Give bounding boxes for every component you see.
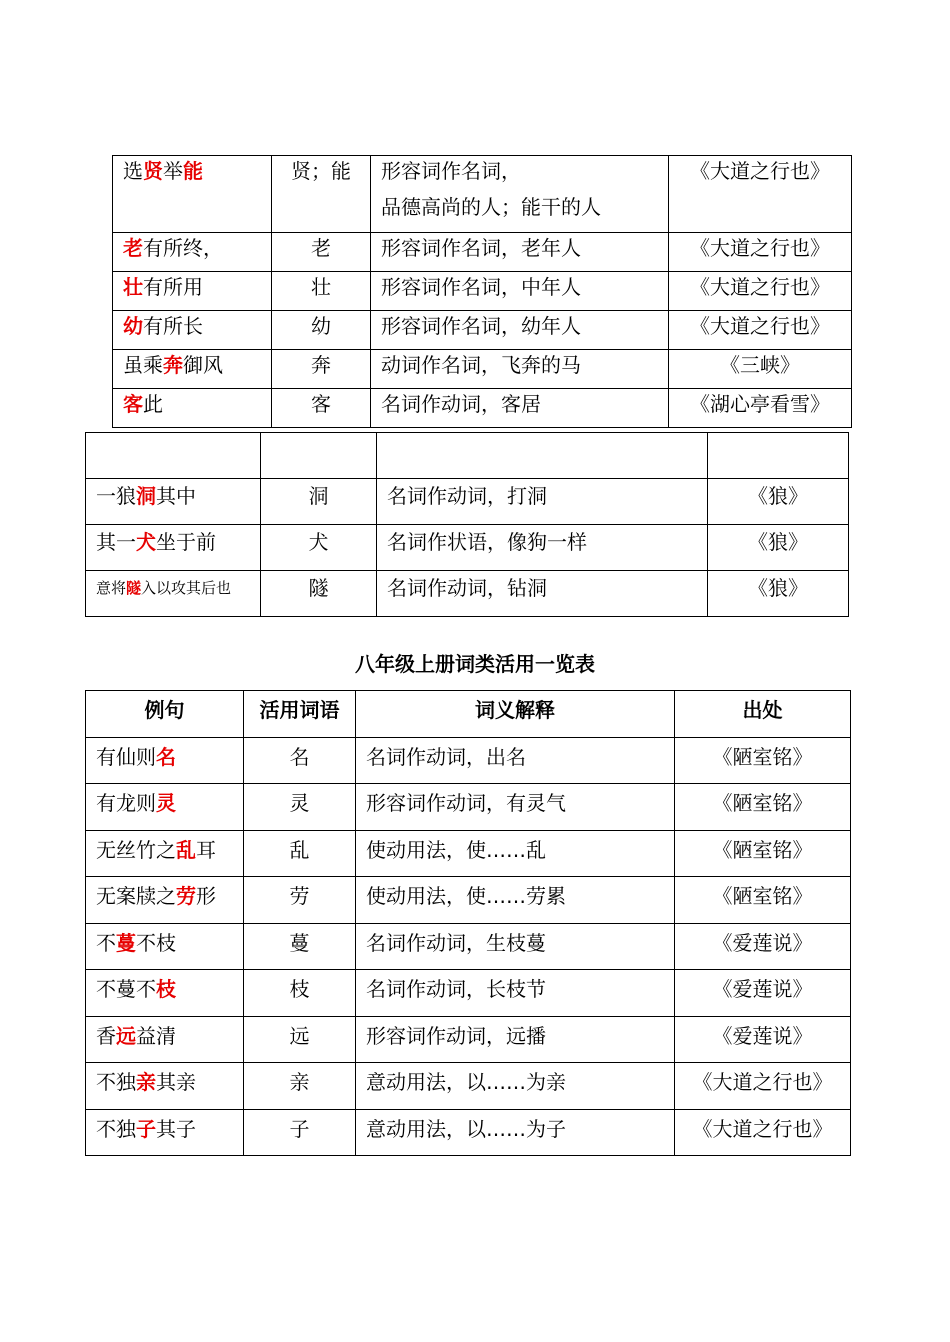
table-row (86, 923, 851, 970)
source-cell: 《陋室铭》 (675, 830, 851, 877)
table-row (86, 830, 851, 877)
source-cell: 《大道之行也》 (675, 1063, 851, 1110)
source-cell: 《三峡》 (669, 350, 852, 389)
example-cell: 选贤举能 (113, 156, 272, 233)
meaning-cell: 名词作动词，出名 (356, 737, 675, 784)
table-row (113, 272, 852, 311)
source-cell (708, 433, 849, 479)
word-cell: 幼 (272, 311, 371, 350)
example-cell: 意将隧入以攻其后也 (86, 571, 261, 617)
example-cell: 老有所终， (113, 233, 272, 272)
meaning-cell (377, 433, 708, 479)
example-cell: 不蔓不枝 (86, 970, 244, 1017)
meaning-cell: 形容词作动词，有灵气 (356, 784, 675, 831)
example-cell (86, 433, 261, 479)
example-cell: 无丝竹之乱耳 (86, 830, 244, 877)
example-cell: 其一犬坐于前 (86, 525, 261, 571)
table-row (86, 877, 851, 924)
meaning-cell: 名词作动词，生枝蔓 (356, 923, 675, 970)
word-cell: 客 (272, 389, 371, 428)
source-cell: 《爱莲说》 (675, 923, 851, 970)
table-wolf (85, 432, 849, 617)
meaning-cell: 动词作名词，飞奔的马 (371, 350, 669, 389)
meaning-cell: 名词作动词，钻洞 (377, 571, 708, 617)
word-cell: 洞 (261, 479, 377, 525)
source-cell: 《大道之行也》 (669, 233, 852, 272)
source-cell: 《狼》 (708, 525, 849, 571)
word-cell: 灵 (244, 784, 356, 831)
word-cell: 子 (244, 1109, 356, 1156)
source-cell: 《爱莲说》 (675, 1016, 851, 1063)
word-cell: 亲 (244, 1063, 356, 1110)
table-row (86, 784, 851, 831)
header-word: 活用词语 (244, 691, 356, 738)
header-example: 例句 (86, 691, 244, 738)
table-row (86, 571, 849, 617)
word-cell: 壮 (272, 272, 371, 311)
meaning-cell: 形容词作名词，中年人 (371, 272, 669, 311)
word-cell: 隧 (261, 571, 377, 617)
example-cell: 有仙则名 (86, 737, 244, 784)
source-cell: 《陋室铭》 (675, 784, 851, 831)
table-row (86, 970, 851, 1017)
meaning-cell: 名词作状语，像狗一样 (377, 525, 708, 571)
source-cell: 《狼》 (708, 479, 849, 525)
example-cell: 香远益清 (86, 1016, 244, 1063)
source-cell: 《大道之行也》 (675, 1109, 851, 1156)
word-cell: 乱 (244, 830, 356, 877)
example-cell: 一狼洞其中 (86, 479, 261, 525)
meaning-cell: 形容词作名词， 品德高尚的人；能干的人 (371, 156, 669, 233)
table-header-row (86, 691, 851, 738)
table-row (113, 350, 852, 389)
meaning-cell: 意动用法，以……为子 (356, 1109, 675, 1156)
meaning-cell: 名词作动词，打洞 (377, 479, 708, 525)
source-cell: 《陋室铭》 (675, 877, 851, 924)
table-row (86, 737, 851, 784)
example-cell: 不蔓不枝 (86, 923, 244, 970)
source-cell: 《大道之行也》 (669, 156, 852, 233)
meaning-cell: 形容词作动词，远播 (356, 1016, 675, 1063)
meaning-cell: 意动用法，以……为亲 (356, 1063, 675, 1110)
source-cell: 《大道之行也》 (669, 272, 852, 311)
table-row (113, 389, 852, 428)
meaning-cell: 名词作动词，长枝节 (356, 970, 675, 1017)
example-cell: 幼有所长 (113, 311, 272, 350)
word-cell: 老 (272, 233, 371, 272)
word-cell: 名 (244, 737, 356, 784)
meaning-cell: 使动用法，使……乱 (356, 830, 675, 877)
word-cell: 奔 (272, 350, 371, 389)
word-cell: 犬 (261, 525, 377, 571)
word-cell: 贤；能 (272, 156, 371, 233)
example-cell: 虽乘奔御风 (113, 350, 272, 389)
table-row (86, 479, 849, 525)
source-cell: 《狼》 (708, 571, 849, 617)
table-row (86, 525, 849, 571)
word-cell: 远 (244, 1016, 356, 1063)
table-row (86, 1109, 851, 1156)
word-cell: 蔓 (244, 923, 356, 970)
source-cell: 《爱莲说》 (675, 970, 851, 1017)
example-cell: 无案牍之劳形 (86, 877, 244, 924)
table-row (86, 1063, 851, 1110)
table-row (86, 1016, 851, 1063)
table-grade8 (85, 690, 851, 1156)
word-cell: 劳 (244, 877, 356, 924)
example-cell: 壮有所用 (113, 272, 272, 311)
example-cell: 有龙则灵 (86, 784, 244, 831)
table-row (113, 233, 852, 272)
meaning-cell: 名词作动词，客居 (371, 389, 669, 428)
example-cell: 客此 (113, 389, 272, 428)
example-cell: 不独子其子 (86, 1109, 244, 1156)
header-source: 出处 (675, 691, 851, 738)
header-meaning: 词义解释 (356, 691, 675, 738)
table-title: 八年级上册词类活用一览表 (355, 652, 595, 676)
example-cell: 不独亲其亲 (86, 1063, 244, 1110)
meaning-cell: 形容词作名词，老年人 (371, 233, 669, 272)
table-continued (112, 155, 852, 428)
table-row (113, 311, 852, 350)
source-cell: 《湖心亭看雪》 (669, 389, 852, 428)
source-cell: 《陋室铭》 (675, 737, 851, 784)
meaning-cell: 使动用法，使……劳累 (356, 877, 675, 924)
source-cell: 《大道之行也》 (669, 311, 852, 350)
table-row (86, 433, 849, 479)
meaning-cell: 形容词作名词，幼年人 (371, 311, 669, 350)
word-cell: 枝 (244, 970, 356, 1017)
word-cell (261, 433, 377, 479)
table-row (113, 156, 852, 233)
